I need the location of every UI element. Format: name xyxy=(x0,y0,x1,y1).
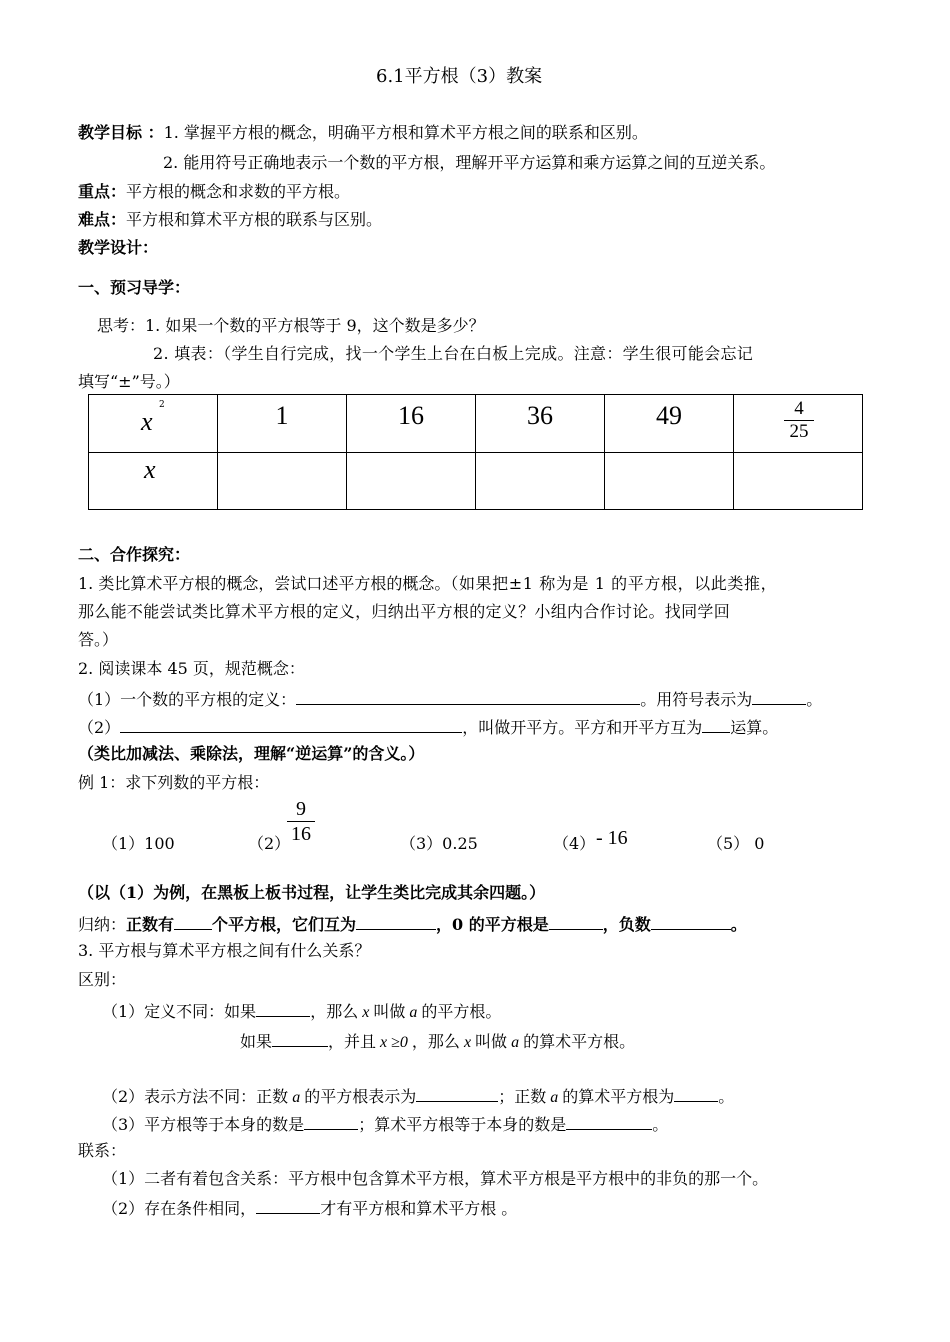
var-x: x xyxy=(141,407,153,436)
blank xyxy=(752,690,806,705)
example-item-1: （1）100 xyxy=(102,834,175,853)
blank xyxy=(416,1087,498,1102)
blank xyxy=(272,1032,328,1047)
table-cell xyxy=(476,453,605,510)
blank xyxy=(256,1002,310,1017)
difficulty-text: 平方根和算术平方根的联系与区别。 xyxy=(126,210,383,229)
goals-line-1 xyxy=(78,125,648,141)
section2-heading: 二、合作探究： xyxy=(78,545,191,564)
blank xyxy=(120,718,462,733)
table-cell-fraction xyxy=(734,395,863,453)
p1-line-3: 答。） xyxy=(78,630,119,649)
p1-line-1: 1. 类比算术平方根的概念，尝试口述平方根的概念。（如果把±1 称为是 1 的平方根，以此类推， xyxy=(78,574,778,593)
focus-text: 平方根的概念和求数的平方根。 xyxy=(126,182,351,201)
var-x: x xyxy=(144,455,156,484)
blank xyxy=(651,915,731,930)
link-1: （1）二者有着包含关系：平方根中包含算术平方根，算术平方根是平方根中的非负的那一个。 xyxy=(102,1169,769,1188)
table-cell: 16 xyxy=(347,395,476,453)
difference-label: 区别： xyxy=(78,970,127,989)
definition-1: （1）一个数的平方根的定义： 。用符号表示为 。 xyxy=(78,690,823,709)
difficulty-line xyxy=(78,212,382,228)
example-item-4-label: （4） xyxy=(553,834,596,853)
blank xyxy=(702,718,730,733)
blank xyxy=(566,1115,652,1130)
blank xyxy=(256,1199,320,1214)
table-row xyxy=(89,453,863,510)
table-cell xyxy=(347,453,476,510)
difference-2: （2）表示方法不同：正数 a 的平方根表示为 ；正数 a 的算术平方根为 。 xyxy=(102,1087,735,1106)
board-note: （以（1）为例，在黑板上板书过程，让学生类比完成其余四题。） xyxy=(78,883,546,902)
table-cell xyxy=(605,453,734,510)
difference-1: （1）定义不同：如果 ，那么 x 叫做 a 的平方根。 xyxy=(102,1002,502,1021)
design-label: 教学设计： xyxy=(78,238,159,257)
fraction-9-16: $\frac{9}{16}$ xyxy=(287,797,315,846)
p2: 2. 阅读课本 45 页，规范概念： xyxy=(78,659,305,678)
table-cell xyxy=(734,453,863,510)
think-question: 思考：1. 如果一个数的平方根等于 9，这个数是多少？ xyxy=(97,316,485,335)
example-item-2-label: （2） xyxy=(248,834,291,853)
analogy-note: （类比加减法、乘除法，理解“逆运算”的含义。） xyxy=(78,744,425,763)
link-label: 联系： xyxy=(78,1141,127,1160)
table-row xyxy=(89,395,863,453)
blank xyxy=(174,915,212,930)
blank xyxy=(674,1087,718,1102)
definition-2: （2） ，叫做开平方。平方和开平方互为 运算。 xyxy=(78,718,779,737)
example-item-5: （5） 0 xyxy=(707,834,765,853)
difference-1b: 如果 ，并且 x ≥0 ，那么 x 叫做 a 的算术平方根。 xyxy=(240,1032,636,1051)
fill-instruction-line-1: 2. 填表：（学生自行完成，找一个学生上台在白板上完成。注意：学生很可能会忘记 xyxy=(153,344,754,363)
table-header-x-squared xyxy=(89,395,218,453)
blank xyxy=(356,915,436,930)
summary-line: 归纳：正数有 个平方根，它们互为 ，0 的平方根是 ，负数 。 xyxy=(78,915,747,934)
link-2: （2）存在条件相同， 才有平方根和算术平方根 。 xyxy=(102,1199,518,1218)
focus-line xyxy=(78,184,350,200)
example-item-4-value: - 16 xyxy=(596,827,628,849)
table-cell: 49 xyxy=(605,395,734,453)
example-item-3: （3）0.25 xyxy=(400,834,478,853)
section1-heading: 一、预习导学： xyxy=(78,278,191,297)
difficulty-label: 难点： xyxy=(78,210,127,229)
fill-instruction-line-2: 填写“±”号。） xyxy=(78,372,180,391)
exponent: 2 xyxy=(159,400,165,410)
square-table xyxy=(88,394,863,510)
blank xyxy=(304,1115,358,1130)
fraction-4-25: $\frac{4}{25}$ xyxy=(784,398,814,443)
difference-3: （3）平方根等于本身的数是 ；算术平方根等于本身的数是 。 xyxy=(102,1115,669,1134)
p1-line-2: 那么能不能尝试类比算术平方根的定义，归纳出平方根的定义？小组内合作讨论。找同学回 xyxy=(78,602,731,621)
goals-label: 教学目标 ： xyxy=(78,123,164,142)
example-1-heading: 例 1：求下列数的平方根： xyxy=(78,773,270,792)
table-header-x xyxy=(89,453,218,510)
table-cell xyxy=(218,453,347,510)
focus-label: 重点： xyxy=(78,182,127,201)
blank xyxy=(549,915,603,930)
goal-item-2: 2. 能用符号正确地表示一个数的平方根，理解开平方运算和乘方运算之间的互逆关系。 xyxy=(163,153,776,172)
table-cell: 1 xyxy=(218,395,347,453)
table-cell: 36 xyxy=(476,395,605,453)
blank xyxy=(296,690,640,705)
page-title: 6.1平方根（3）教案 xyxy=(376,66,543,87)
goal-item-1: 1. 掌握平方根的概念，明确平方根和算术平方根之间的联系和区别。 xyxy=(163,123,648,142)
p3: 3. 平方根与算术平方根之间有什么关系？ xyxy=(78,941,371,960)
